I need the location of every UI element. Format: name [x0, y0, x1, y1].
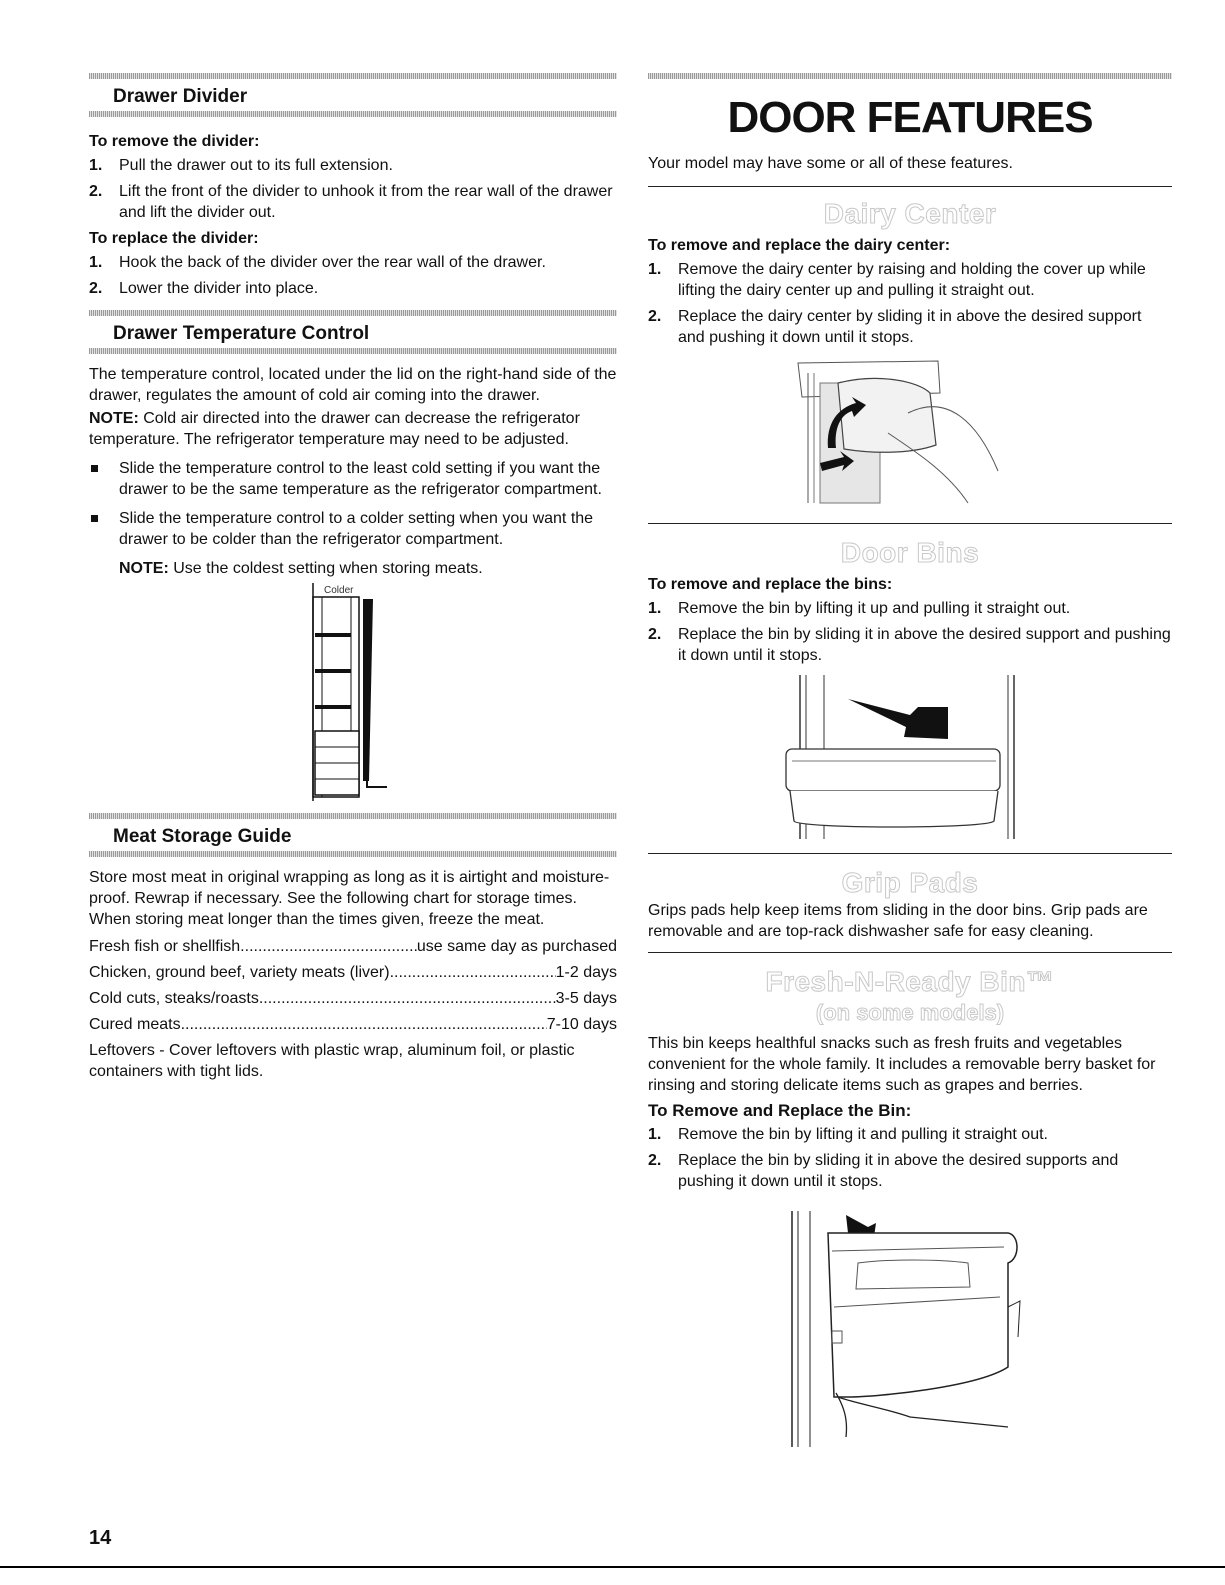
list-item: 1. Pull the drawer out to its full extension.	[89, 157, 393, 174]
list-item: 2. Replace the dairy center by sliding it in above the desired support and pushing it down until it stops.	[648, 308, 1142, 346]
temp-control-intro: The temperature control, located under the lid on the right-hand side of the drawer, regulates the amount of cold air coming into the drawer.	[89, 366, 617, 404]
list-item: Slide the temperature control to a colder setting when you want the drawer to be colder than the refrigerator compartment.	[89, 508, 617, 550]
dairy-steps	[648, 259, 1172, 348]
door-features-intro: Your model may have some or all of these features.	[648, 155, 1013, 172]
right-column	[648, 0, 1172, 1449]
fresh-bin-steps	[648, 1124, 1172, 1192]
table-row: Cold cuts, steaks/roasts ..... 3-5 days	[89, 988, 617, 1009]
bins-steps	[648, 598, 1172, 666]
replace-divider-heading: To replace the divider:	[89, 230, 259, 247]
meat-guide-intro: Store most meat in original wrapping as long as it is airtight and moisture-proof. Rewrap if necessary. See the following chart for storage times. When storing meat longer than the times given, freeze the meat.	[89, 869, 610, 928]
dairy-center-title: Dairy Center	[823, 198, 997, 229]
colder-label: Colder	[324, 585, 354, 596]
temp-control-bullets	[89, 458, 617, 550]
section-divider	[89, 310, 617, 316]
list-item: Slide the temperature control to the least cold setting if you want the drawer to be the same temperature as the refrigerator compartment.	[89, 458, 617, 500]
fresh-bin-subtitle: (on some models)	[815, 1000, 1005, 1025]
temp-control-note: NOTE: Cold air directed into the drawer can decrease the refrigerator temperature. The refrigerator temperature may need to be adjusted.	[89, 410, 580, 448]
drawer-divider-title: Drawer Divider	[113, 86, 248, 107]
dairy-heading: To remove and replace the dairy center:	[648, 237, 951, 254]
table-row: Chicken, ground beef, variety meats (liver) ..... 1-2 days	[89, 962, 617, 983]
grip-pads-title: Grip Pads	[841, 867, 979, 898]
fresh-bin-illustration	[648, 1197, 1172, 1449]
section-divider	[648, 73, 1172, 79]
leftovers-text: Leftovers - Cover leftovers with plastic wrap, aluminum foil, or plastic containers with tight lids.	[89, 1042, 575, 1080]
list-item: 2. Lower the divider into place.	[89, 280, 319, 297]
grip-pads-text: Grips pads help keep items from sliding in the door bins. Grip pads are removable and are top-rack dishwasher safe for easy cleaning.	[648, 902, 1148, 940]
remove-divider-heading: To remove the divider:	[89, 133, 260, 150]
door-bins-illustration	[648, 671, 1172, 841]
remove-divider-steps	[89, 155, 617, 223]
fresh-bin-title: Fresh-N-Ready Bin™	[765, 966, 1055, 997]
door-bins-title: Door Bins	[840, 537, 980, 568]
fresh-bin-heading: To Remove and Replace the Bin:	[648, 1101, 912, 1120]
section-divider	[89, 813, 617, 819]
replace-divider-steps	[89, 252, 617, 299]
list-item: 2. Lift the front of the divider to unhook it from the rear wall of the drawer and lift the divider out.	[89, 183, 613, 221]
table-row: Cured meats ..... 7-10 days	[89, 1014, 617, 1035]
page-number: 14	[89, 1527, 112, 1549]
page-bottom-rule	[0, 1566, 1225, 1568]
bins-heading: To remove and replace the bins:	[648, 576, 893, 593]
list-item: 2. Replace the bin by sliding it in above the desired support and pushing it down until it stops.	[648, 626, 1171, 664]
temp-control-title: Drawer Temperature Control	[113, 323, 370, 344]
page-title: DOOR FEATURES	[727, 93, 1093, 142]
table-row: Fresh fish or shellfish ..... use same day as purchased	[89, 936, 617, 957]
dairy-center-illustration	[648, 353, 1172, 513]
meat-guide-title: Meat Storage Guide	[113, 826, 292, 847]
fresh-bin-text: This bin keeps healthful snacks such as fresh fruits and vegetables convenient for the whole family. It includes a removable berry basket for rinsing and storing delicate items such as grapes and berries.	[648, 1035, 1156, 1094]
list-item: 2. Replace the bin by sliding it in above the desired supports and pushing it down until it stops.	[648, 1152, 1119, 1190]
temperature-control-illustration	[89, 581, 617, 803]
list-item: 1. Remove the bin by lifting it and pulling it straight out.	[648, 1126, 1048, 1143]
list-item: 1. Remove the dairy center by raising and holding the cover up while lifting the dairy center up and pulling it straight out.	[648, 261, 1146, 299]
section-divider	[89, 73, 617, 79]
left-column	[89, 0, 617, 1084]
list-item: 1. Hook the back of the divider over the rear wall of the drawer.	[89, 254, 546, 271]
list-item: 1. Remove the bin by lifting it up and pulling it straight out.	[648, 600, 1071, 617]
temp-control-note2: NOTE: Use the coldest setting when storing meats.	[119, 560, 483, 577]
